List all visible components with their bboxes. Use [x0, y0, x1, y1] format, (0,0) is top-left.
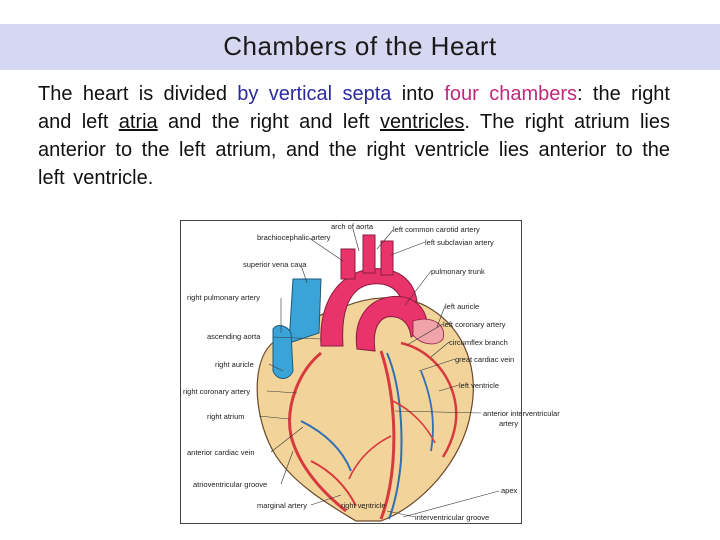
heart-illustration — [181, 221, 560, 523]
label-atrioventricular-groove: atrioventricular groove — [193, 480, 268, 489]
label-great-cardiac-vein: great cardiac vein — [455, 355, 515, 364]
label-anterior-cardiac-vein: anterior cardiac vein — [187, 448, 255, 457]
label-marginal-artery: marginal artery — [257, 501, 308, 510]
right-pulmonary-vessels — [273, 326, 293, 379]
label-anterior-interventricular: anterior interventricular — [483, 409, 560, 418]
label-arch-of-aorta: arch of aorta — [331, 222, 374, 231]
para-text-3: into — [391, 83, 445, 105]
label-right-atrium: right atrium — [207, 412, 245, 421]
label-interventricular-groove: interventricular groove — [415, 513, 490, 522]
para-septa: by vertical septa — [237, 83, 392, 105]
para-four-chambers: four chambers — [444, 83, 578, 105]
label-left-coronary-artery: left coronary artery — [443, 320, 506, 329]
para-text-5: : the right and left — [38, 83, 670, 133]
label-right-pulmonary-artery: right pulmonary artery — [187, 293, 260, 302]
para-text-9: . The right atrium lies anterior to the left atrium, and the right ventricle lies anterior to the left ventricle. — [38, 111, 670, 189]
para-ventricles: ventricles — [379, 111, 465, 133]
left-common-carotid — [363, 235, 375, 273]
label-circumflex-branch: circumflex branch — [449, 338, 508, 347]
para-text-1: The heart is divided — [38, 83, 238, 105]
brachiocephalic-artery — [341, 249, 355, 279]
left-subclavian — [381, 241, 393, 275]
label-superior-vena-cava: superior vena cava — [243, 260, 307, 269]
label-right-ventricle: right ventricle — [341, 501, 386, 510]
label-brachiocephalic-artery: brachiocephalic artery — [257, 233, 331, 242]
para-atria: atria — [118, 111, 158, 133]
label-ascending-aorta: ascending aorta — [207, 332, 261, 341]
label-left-ventricle: left ventricle — [459, 381, 500, 390]
body-paragraph — [38, 80, 670, 192]
label-left-auricle: left auricle — [445, 302, 480, 311]
label-right-coronary-artery: right coronary artery — [183, 387, 251, 396]
label-right-auricle: right auricle — [215, 360, 254, 369]
label-anterior-interventricular-artery: artery — [499, 419, 519, 428]
slide-title: Chambers of the Heart — [223, 31, 497, 61]
label-apex: apex — [501, 486, 518, 495]
superior-vena-cava — [289, 279, 321, 343]
para-text-7: and the right and left — [157, 111, 380, 133]
label-left-subclavian-artery: left subclavian artery — [425, 238, 494, 247]
label-left-common-carotid-artery: left common carotid artery — [393, 225, 480, 234]
heart-diagram — [180, 220, 560, 524]
label-pulmonary-trunk: pulmonary trunk — [431, 267, 485, 276]
